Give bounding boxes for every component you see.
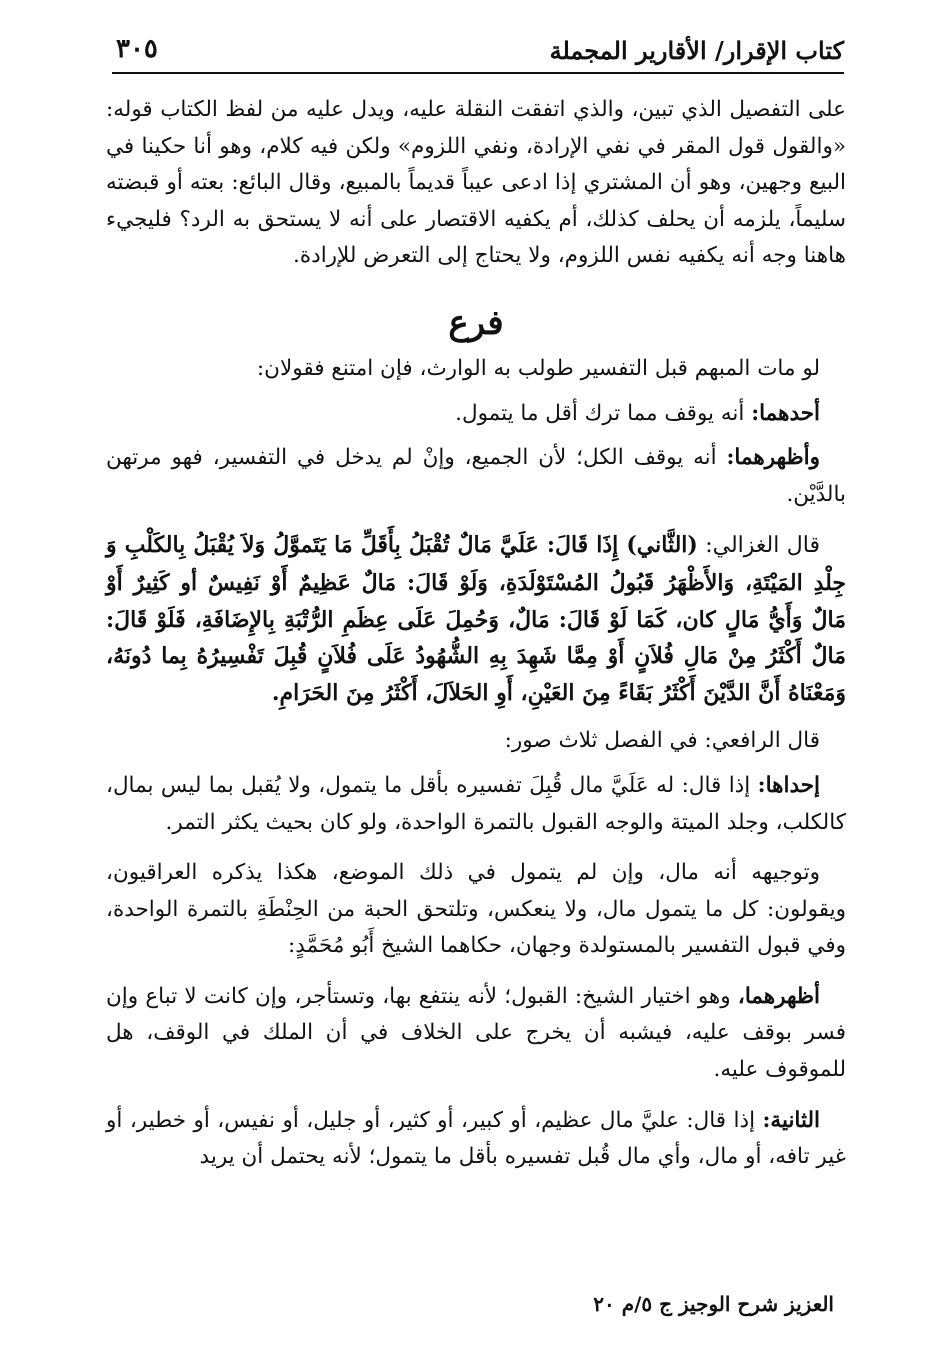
paragraph-case-two — [106, 1103, 846, 1176]
paragraph-intro: لو مات المبهم قبل التفسير طولب به الوارث، فإن امتنع فقولان: — [256, 355, 820, 381]
paragraph-body: أنه يوقف مما ترك أقل ما يتمول. — [455, 400, 752, 426]
paragraph-case-one — [106, 768, 846, 841]
quote-text: (الثَّاني) إِذَا قَالَ: عَلَيَّ مَالٌ تُقْبَلُ بِأَقَلِّ مَا يَتَموَّلُ وَلاَ يُقْبَلُ بِالكَلْبِ وَ جِلْدِ المَيْتَةِ، وَالأَظْهَرُ قَبُولُ المُسْتَوْلَدَةِ، وَلَوْ قَالَ: مَالٌ عَظِيمٌ أَوْ نَفِيسٌ أو كَثِيرٌ أَوْ مَالٌ وَأَيُّ مَالٍ كان، كَمَا لَوْ قَالَ: مَالٌ، وَحُمِلَ عَلَى عِظَمِ الرُّتْبَةِ بِالإِضَافَةِ، فَلَوْ قَالَ: مَالٌ أَكْثَرُ مِنْ مَالِ فُلاَنٍ أَوْ مِمَّا شَهِدَ بِهِ الشُّهُودُ عَلَى فُلاَنٍ قُبِلَ تَفْسِيرُهُ بِما دُونَهُ، وَمَعْنَاهُ أَنَّ الدَّيْنَ أَكْثَرُ بَقَاءً مِنَ العَيْنِ، أَوِ الحَلاَلَ، أَكْثَرُ مِنَ الحَرَامِ. — [106, 532, 846, 706]
footer-signature: العزيز شرح الوجيز ج ٥/م ٢٠ — [593, 1292, 834, 1316]
page-header — [112, 28, 844, 74]
paragraph-first-opinion — [106, 396, 846, 433]
paragraph-justification: وتوجيهه أنه مال، وإن لم يتمول في ذلك الموضع، هكذا يذكره العراقيون، ويقولون: كل ما يتمول مال، ولا ينعكس، وتلتحق الحبة من الحِنْطَةِ بالتمرة الواحدة، وفي قبول التفسير بالمستولدة وجهان، حكاهما الشيخ أَبُو مُحَمَّدٍ: — [106, 860, 846, 959]
ghazali-quote — [106, 527, 846, 711]
paragraph-body: إذا قال: له عَلَيَّ مال قُبِلَ تفسيره بأقل ما يتمول، ولا يُقبل بما ليس بمال، كالكلب، وجلد الميتة والوجه القبول بالتمرة الواحدة، ولو كان بحيث يكثر التمر. — [106, 772, 846, 835]
quote-intro: قال الغزالي: — [697, 533, 820, 559]
paragraph-body: إذا قال: عليَّ مال عظيم، أو كبير، أو كثير، أو جليل، أو نفيس، أو خطير، أو غير تافه، أو مال، وأي مال قُبل تفسيره بأقل ما يتمول؛ لأنه يحتمل أن يريد — [106, 1107, 846, 1170]
running-title: كتاب الإقرار/ الأقارير المجملة — [549, 36, 844, 65]
paragraph-preferred-view — [106, 979, 846, 1089]
lead-word: أحدهما: — [751, 400, 820, 426]
lead-word: الثانية: — [762, 1107, 820, 1133]
paragraph-continuation: على التفصيل الذي تبين، والذي اتفقت النقلة عليه، ويدل عليه من لفظ الكتاب قوله: «والقول قول المقر في نفي الإرادة، ونفي اللزوم» ولكن فيه كلام، وهو أنا حكينا في البيع وجهين، وهو أن المشتري إذا ادعى عيباً قديماً بالمبيع، وقال البائع: بعته أو قبضته سليماً، يلزمه أن يحلف كذلك، أم يكفيه الاقتصار على أنه لا يستحق به الرد؟ فليجيء هاهنا وجه أنه يكفيه نفس اللزوم، ولا يحتاج إلى التعرض للإرادة. — [106, 97, 846, 269]
paragraph-body: أنه يوقف الكل؛ لأن الجميع، وإنْ لم يدخل في التفسير، فهو مرتهن بالدَّيْن. — [106, 445, 846, 507]
section-heading: فرع — [448, 302, 504, 343]
lead-word: أظهرهما، — [737, 983, 820, 1009]
page-number: ٣٠٥ — [116, 34, 158, 64]
paragraph-body: وهو اختيار الشيخ: القبول؛ لأنه ينتفع بها، وتستأجر، وإن كانت لا تباع وإن فسر بوقف عليه، فيشبه أن يخرج على الخلاف في أن الملك في الوقف، هل للموقوف عليه. — [106, 983, 846, 1083]
lead-word: إحداها: — [757, 772, 820, 798]
paragraph-second-opinion — [106, 440, 846, 513]
lead-word: وأظهرهما: — [726, 445, 820, 471]
main-text — [106, 92, 846, 1190]
rafii-intro: قال الرافعي: في الفصل ثلاث صور: — [504, 728, 820, 754]
